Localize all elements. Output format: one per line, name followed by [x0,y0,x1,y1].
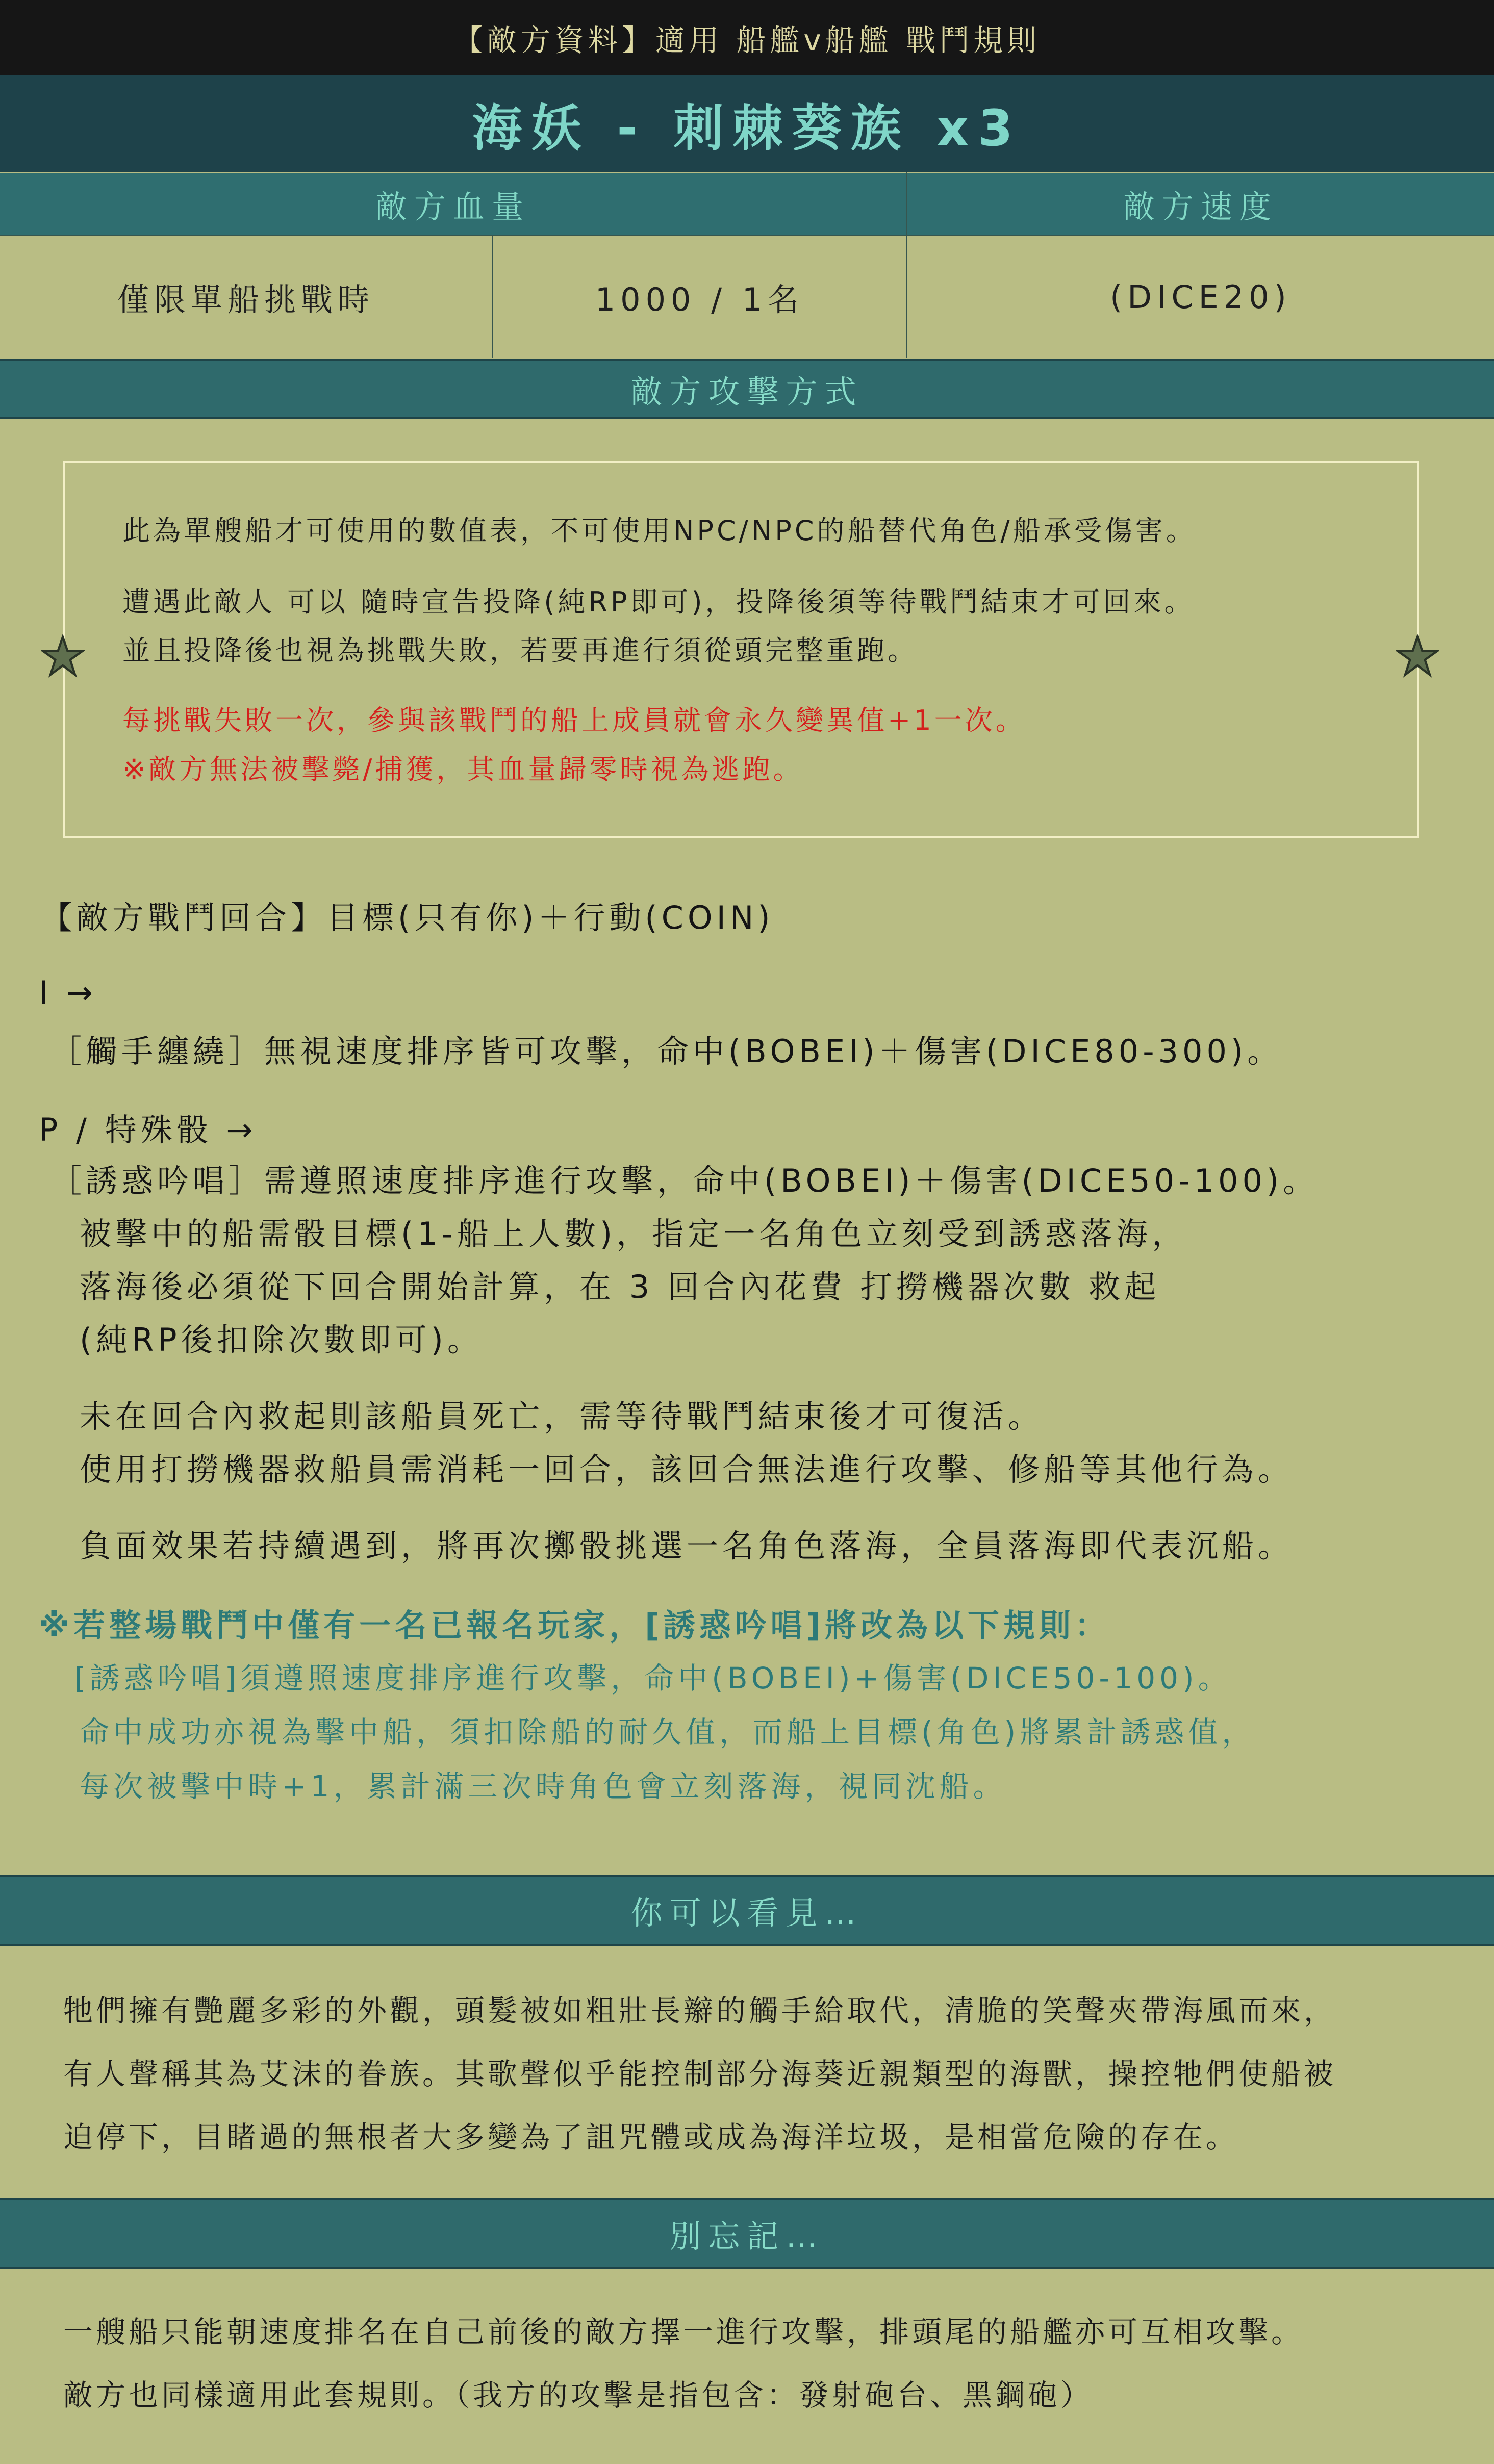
action-p-text: ［誘惑吟唱］需遵照速度排序進行攻擊，命中(BOBEI)＋傷害(DICE50-100)。 [50,1162,1319,1199]
round-title: 【敵方戰鬥回合】目標(只有你)＋行動(COIN) [41,899,774,936]
remember-section-header: 別忘記… [0,2198,1494,2269]
description-line: 牠們擁有艷麗多彩的外觀，頭髮被如粗壯長辮的觸手給取代，清脆的笑聲夾帶海風而來， [63,1993,1337,2028]
action-p-line: 使用打撈機器救船員需消耗一回合，該回合無法進行攻擊、修船等其他行為。 [80,1451,1294,1488]
solo-rule-title: ※若整場戰鬥中僅有一名已報名玩家，[誘惑吟唱]將改為以下規則： [39,1607,1110,1644]
action-i-label: I → [39,974,97,1011]
top-banner: 【敵方資料】適用 船艦v船艦 戰鬥規則 [0,0,1494,75]
speed-header: 敵方速度 [907,173,1494,235]
solo-rule-line: [誘惑吟唱]須遵照速度排序進行攻擊，命中(BOBEI)+傷害(DICE50-100)。 [74,1661,1232,1696]
solo-rule-line: 命中成功亦視為擊中船，須扣除船的耐久值，而船上目標(角色)將累計誘惑值， [80,1715,1256,1750]
hp-header: 敵方血量 [0,173,906,235]
description-line: 有人聲稱其為艾沫的眷族。其歌聲似乎能控制部分海葵近親類型的海獸，操控牠們使船被 [63,2057,1337,2091]
hp-value: 1000 / 1名 [595,280,804,318]
solo-rule-line: 每次被擊中時+1，累計滿三次時角色會立刻落海，視同沈船。 [80,1769,1007,1804]
attack-section-header: 敵方攻擊方式 [0,359,1494,419]
speed-value: (DICE20) [1110,278,1292,316]
action-p-label: P / 特殊骰 → [39,1111,257,1148]
rule-line-warning: ※敵方無法被擊斃/捕獲，其血量歸零時視為逃跑。 [122,753,804,785]
rule-line-warning: 每挑戰失敗一次，參與該戰鬥的船上成員就會永久變異值+1一次。 [122,704,1026,736]
action-p-line: 未在回合內救起則該船員死亡，需等待戰鬥結束後才可復活。 [80,1398,1044,1435]
description-line: 迫停下，目睹過的無根者大多變為了詛咒體或成為海洋垃圾，是相當危險的存在。 [63,2120,1239,2154]
action-i-text: ［觸手纏繞］無視速度排序皆可攻擊，命中(BOBEI)＋傷害(DICE80-300)。 [50,1033,1283,1070]
hp-condition: 僅限單船挑戰時 [117,280,374,318]
see-section-header: 你可以看見… [0,1875,1494,1946]
rules-box [63,461,1419,838]
action-p-line: 負面效果若持續遇到，將再次擲骰挑選一名角色落海，全員落海即代表沉船。 [80,1527,1294,1564]
page-title: 海妖 - 刺棘葵族 x3 [0,75,1494,172]
rule-line: 並且投降後也視為挑戰失敗，若要再進行須從頭完整重跑。 [122,634,918,666]
rule-line: 遭遇此敵人 可以 隨時宣告投降(純RP即可)，投降後須等待戰鬥結束才可回來。 [122,586,1195,618]
action-p-line: 落海後必須從下回合開始計算，在 3 回合內花費 打撈機器次數 救起 [80,1268,1160,1305]
reminder-line: 一艘船只能朝速度排名在自己前後的敵方擇一進行攻擊，排頭尾的船艦亦可互相攻擊。 [63,2315,1304,2349]
action-p-line: 被擊中的船需骰目標(1-船上人數)，指定一名角色立刻受到誘惑落海， [80,1215,1188,1252]
star-icon [41,634,85,678]
rule-line: 此為單艘船才可使用的數值表，不可使用NPC/NPC的船替代角色/船承受傷害。 [122,515,1197,547]
reminder-line: 敵方也同樣適用此套規則。（我方的攻擊是指包含：發射砲台、黑鋼砲） [63,2378,1094,2412]
star-icon [1396,634,1439,678]
action-p-line: (純RP後扣除次數即可)。 [80,1321,483,1358]
